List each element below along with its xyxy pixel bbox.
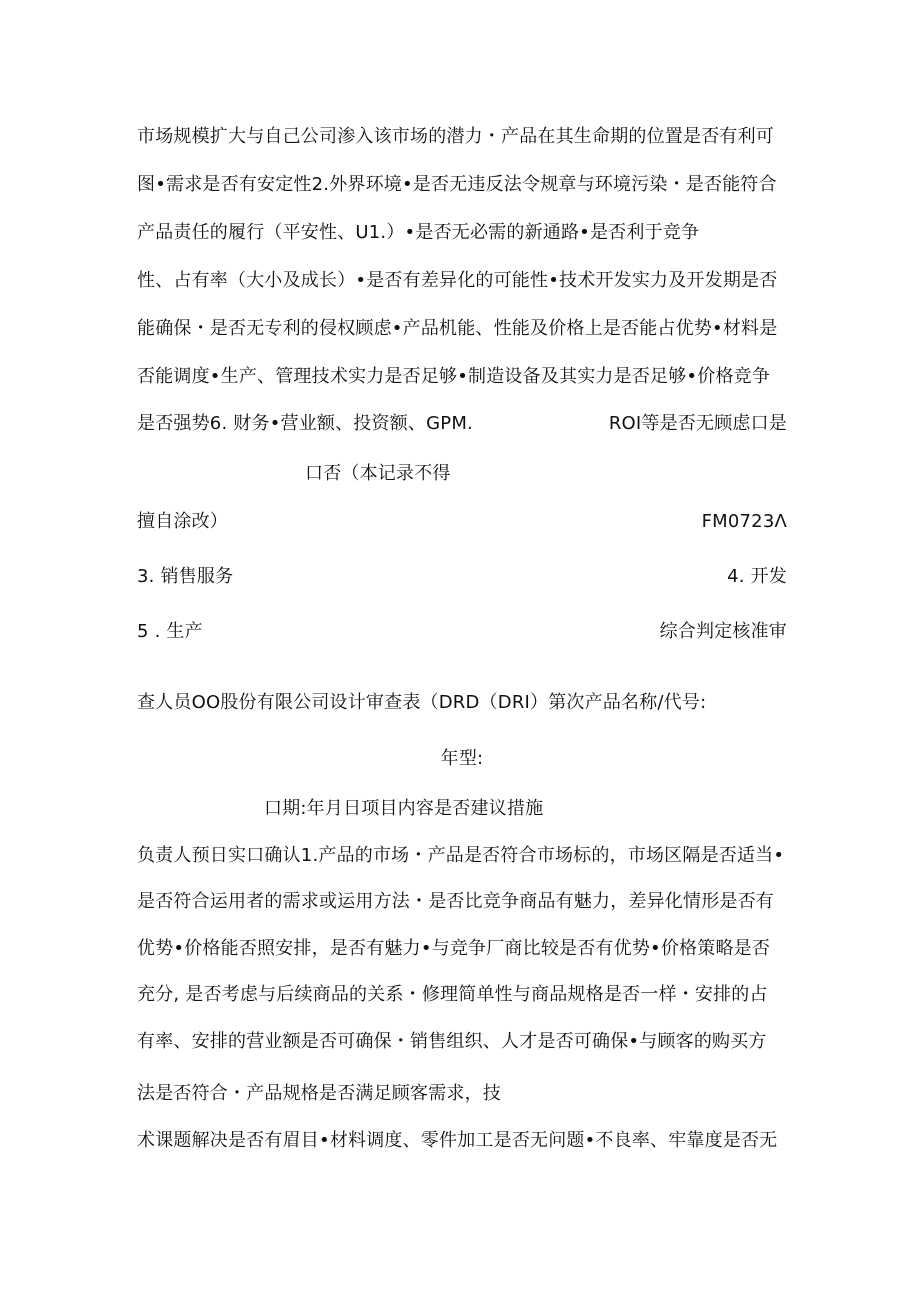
section-production: 5 . 生产 xyxy=(137,621,203,642)
finance-text: 是否强势6. 财务•营业额、投资额、GPM. xyxy=(137,413,473,434)
form-code-line xyxy=(137,509,787,535)
form-code: FM0723Λ xyxy=(701,511,787,532)
section-line-sales-dev xyxy=(137,564,787,590)
paragraph-1-line-1: 市场规模扩大与自己公司渗入该市场的潜力・产品在其生命期的位置是否有利可 xyxy=(137,126,774,147)
paragraph-1-line-4: 性、占有率（大小及成长）•是否有差异化的可能性•技术开发实力及开发期是否 xyxy=(137,270,778,291)
paragraph-2-line-2: 是否符合运用者的需求或运用方法・是否比竞争商品有魅力，差异化情形是否有 xyxy=(137,891,774,912)
paragraph-1-line-2: 图•需求是否有安定性2.外界环境•是否无违反法令规章与环境污染・是否能符合 xyxy=(137,174,777,195)
paragraph-2-line-4: 充分, 是否考虑与后续商品的关系・修理简单性与商品规格是否一样・安排的占 xyxy=(137,984,768,1005)
no-alteration-text: 擅自涂改） xyxy=(137,511,228,532)
section-line-production xyxy=(137,619,787,645)
paragraph-2-line-6: 法是否符合・产品规格是否满足顾客需求，技 xyxy=(137,1083,501,1104)
model-year-line: 年型: xyxy=(440,748,484,769)
section-development: 4. 开发 xyxy=(727,566,787,587)
paragraph-2-line-1: 负责人预日实口确认1.产品的市场・产品是否符合市场标的，市场区隔是否适当• xyxy=(137,845,785,866)
paragraph-1-line-7 xyxy=(137,411,787,437)
overall-judgement: 综合判定核准审 xyxy=(659,621,787,642)
paragraph-2-line-3: 优势•价格能否照安排，是否有魅力•与竞争厂商比较是否有优势•价格策略是否 xyxy=(137,938,771,959)
date-items-header-line: 口期:年月日项目内容是否建议措施 xyxy=(264,798,544,819)
record-note-line: 口否（本记录不得 xyxy=(305,463,451,484)
roi-text: ROI等是否无顾虑口是 xyxy=(608,413,787,434)
paragraph-2-line-7: 术课题解决是否有眉目•材料调度、零件加工是否无问题•不良率、牢靠度是否无 xyxy=(137,1130,778,1151)
section-sales-service: 3. 销售服务 xyxy=(137,566,234,587)
paragraph-1-line-6: 否能调度•生产、管理技术实力是否足够•制造设备及其实力是否足够•价格竞争 xyxy=(137,366,771,387)
paragraph-1-line-3: 产品责任的履行（平安性、U1.）•是否无必需的新通路•是否利于竞争 xyxy=(137,222,700,243)
paragraph-1-line-5: 能确保・是否无专利的侵权顾虑•产品机能、性能及价格上是否能占优势•材料是 xyxy=(137,318,778,339)
review-form-title-line: 查人员OO股份有限公司设计审查表（DRD（DRI）第次产品名称/代号: xyxy=(137,692,707,713)
paragraph-2-line-5: 有率、安排的营业额是否可确保・销售组织、人才是否可确保•与顾客的购买方 xyxy=(137,1031,767,1052)
